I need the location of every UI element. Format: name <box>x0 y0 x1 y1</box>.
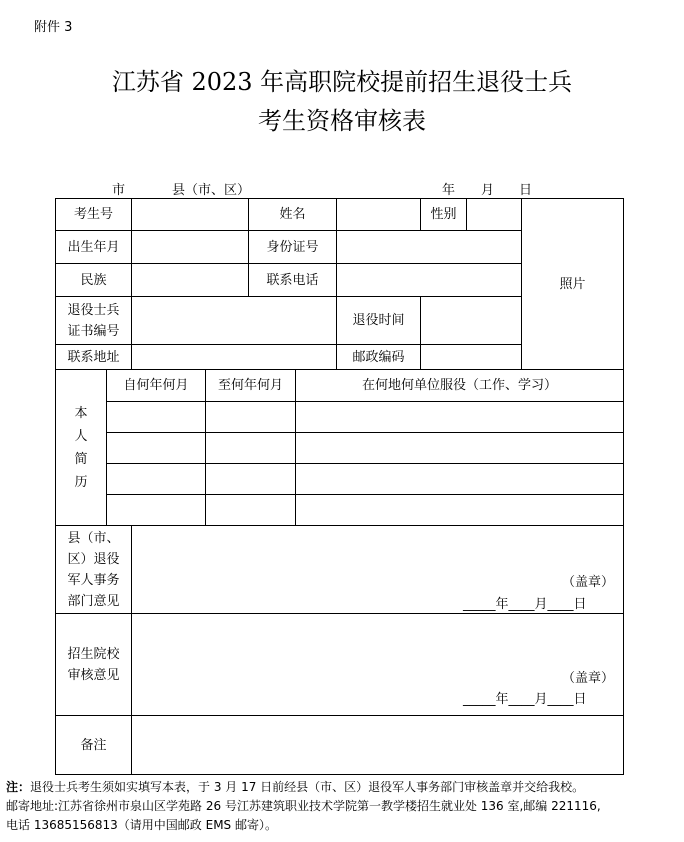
header-city: 市 <box>112 183 126 198</box>
page-subtitle: 考生资格审核表 <box>258 107 426 135</box>
ethnicity-field[interactable] <box>132 264 248 296</box>
resume-col-to: 至何年何月 <box>217 378 283 393</box>
phone-label: 联系电话 <box>266 272 319 288</box>
notes-line-1 <box>6 778 601 797</box>
table-border <box>623 198 624 775</box>
county-opinion-label-line: 军人事务 <box>67 572 120 588</box>
table-line <box>106 494 624 495</box>
retire-time-label: 退役时间 <box>352 313 405 328</box>
resume-label <box>56 370 106 525</box>
county-date-line: _____年____月____日 <box>463 597 587 612</box>
page-title: 江苏省 2023 年高职院校提前招生退役士兵 <box>111 68 573 96</box>
header-year: 年 <box>442 183 456 198</box>
school-opinion-label <box>56 614 131 715</box>
retire-time-field[interactable] <box>421 297 521 344</box>
gender-field[interactable] <box>467 199 521 230</box>
school-opinion-label-line: 审核意见 <box>67 667 120 683</box>
id-no-label: 身份证号 <box>266 239 319 255</box>
school-opinion-label-line: 招生院校 <box>67 646 120 662</box>
county-opinion-label-line: 部门意见 <box>67 593 120 609</box>
cert-no-label <box>56 297 131 344</box>
address-field[interactable] <box>132 345 336 369</box>
school-seal-text: （盖章） <box>562 671 615 686</box>
table-line <box>106 432 624 433</box>
resume-label-char: 人 <box>74 428 88 444</box>
phone-field[interactable] <box>337 264 521 296</box>
notes-text: 退役士兵考生须如实填写本表，于 3 月 17 日前经县（市、区）退役军人事务部门审核盖章并交给我校。 <box>30 780 585 794</box>
school-date-line: _____年____月____日 <box>463 692 587 707</box>
notes-line-3: 电话 13685156813（请用中国邮政 EMS 邮寄）。 <box>6 818 277 832</box>
county-opinion-label-line: 县（市、 <box>67 530 120 546</box>
header-day: 日 <box>519 183 533 198</box>
id-no-field[interactable] <box>337 231 521 263</box>
resume-col-where: 在何地何单位服役（工作、学习） <box>361 378 557 393</box>
cert-no-field[interactable] <box>132 297 336 344</box>
county-seal-text: （盖章） <box>562 575 615 590</box>
table-line <box>106 463 624 464</box>
notes-prefix: 注： <box>6 780 31 794</box>
name-label: 姓名 <box>279 207 306 222</box>
notes-line-2: 邮寄地址:江苏省徐州市泉山区学苑路 26 号江苏建筑职业技术学院第一教学楼招生就业处 136 室,邮编 221116, <box>6 799 601 813</box>
remarks-label: 备注 <box>80 737 107 753</box>
remarks-field[interactable] <box>132 716 623 774</box>
cert-no-label-line1: 退役士兵 <box>67 302 120 318</box>
resume-label-char: 简 <box>74 451 88 467</box>
photo-box: 照片 <box>559 276 586 292</box>
county-opinion-label-line: 区）退役 <box>67 551 120 567</box>
address-label: 联系地址 <box>67 349 120 365</box>
table-border <box>55 774 624 775</box>
table-line <box>106 401 624 402</box>
gender-label: 性别 <box>430 207 457 222</box>
county-opinion-label <box>56 526 131 613</box>
attachment-label: 附件 3 <box>34 20 73 35</box>
birth-field[interactable] <box>132 231 248 263</box>
postcode-label: 邮政编码 <box>352 349 405 365</box>
notes <box>6 778 601 835</box>
exam-no-label: 考生号 <box>73 207 113 222</box>
exam-no-field[interactable] <box>132 199 248 230</box>
table-line <box>55 525 624 526</box>
cert-no-label-line2: 证书编号 <box>67 323 120 339</box>
birth-label: 出生年月 <box>67 239 120 255</box>
header-county: 县（市、区） <box>172 183 251 198</box>
table-line <box>55 613 624 614</box>
resume-col-from: 自何年何月 <box>123 378 189 393</box>
postcode-field[interactable] <box>421 345 521 369</box>
ethnicity-label: 民族 <box>80 272 107 288</box>
resume-label-char: 历 <box>74 474 88 490</box>
header-month: 月 <box>481 183 495 198</box>
name-field[interactable] <box>337 199 420 230</box>
resume-label-char: 本 <box>74 405 88 421</box>
